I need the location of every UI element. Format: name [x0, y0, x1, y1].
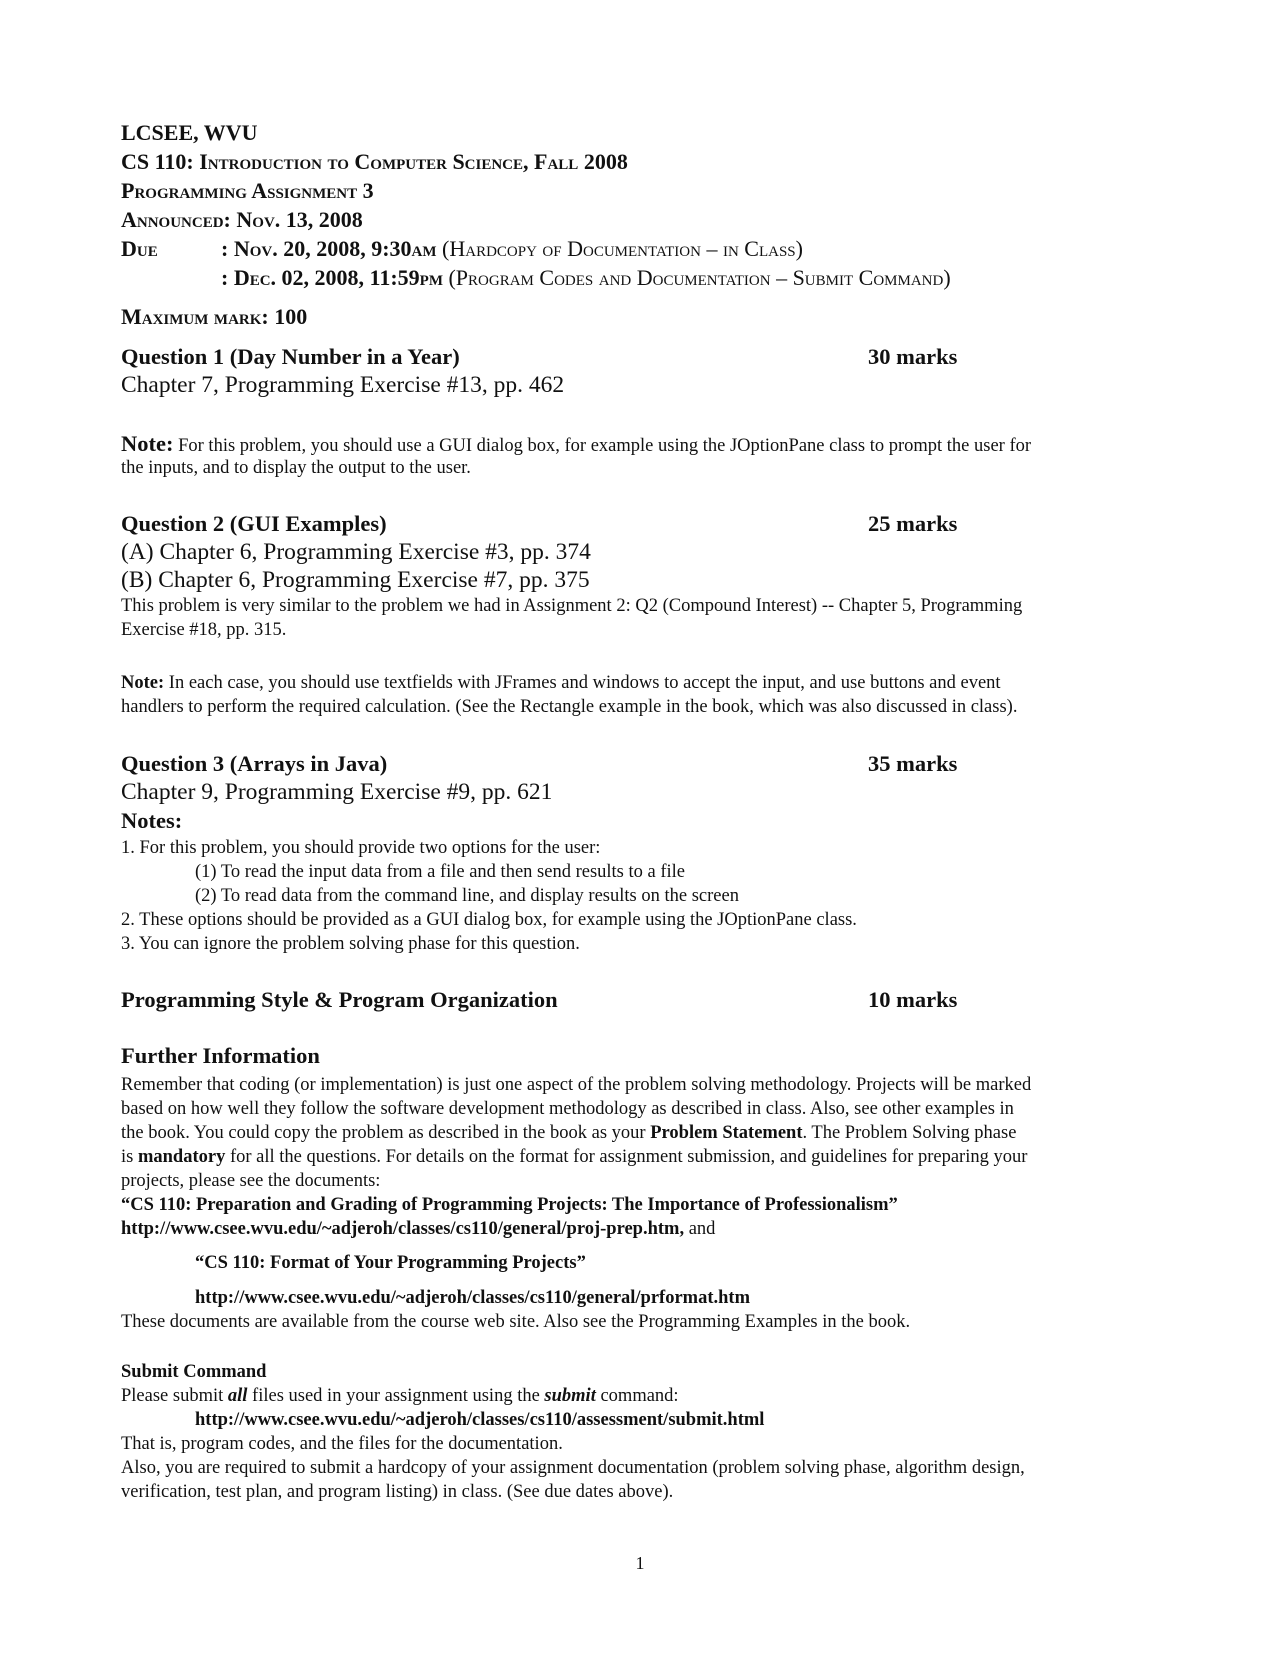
- q1-marks: 30 marks: [868, 344, 958, 369]
- q2-similar-line-2: Exercise #18, pp. 315.: [121, 620, 287, 640]
- due-heading-1: [121, 236, 803, 262]
- max-mark-value: 100: [274, 304, 308, 329]
- q2-similar-line-1: This problem is very similar to the problem we had in Assignment 2: Q2 (Compound Interest) -- Chapter 5, Programming: [121, 596, 1023, 616]
- q2-note-text-1: In each case, you should use textfields with JFrames and windows to accept the input, and use buttons and event: [168, 673, 1001, 693]
- announced-date: Nov. 13, 2008: [236, 207, 363, 232]
- further-line-3c: . The Problem Solving phase: [802, 1123, 1017, 1143]
- assignment-heading: [121, 178, 374, 204]
- q2-note-line-1: [121, 673, 1001, 694]
- q2-note-label: Note:: [121, 673, 165, 693]
- further-line-4: [121, 1147, 1027, 1168]
- doc2-url[interactable]: http://www.csee.wvu.edu/~adjeroh/classes/cs110/general/prformat.htm: [195, 1288, 750, 1308]
- assignment-label: Programming Assignment: [121, 178, 358, 203]
- submit-line-2: That is, program codes, and the files for the documentation.: [121, 1434, 563, 1454]
- further-line-2: based on how well they follow the software development methodology as described in class. Also, see other examples in: [121, 1099, 1014, 1119]
- q3-marks: 35 marks: [868, 751, 958, 776]
- max-mark-label: Maximum mark:: [121, 304, 269, 329]
- mandatory-term: mandatory: [137, 1147, 226, 1167]
- q3-note-1a: (1) To read the input data from a file and then send results to a file: [195, 862, 685, 882]
- q1-note-text-1: For this problem, you should use a GUI dialog box, for example using the JOptionPane class to prompt the user for: [178, 436, 1032, 456]
- announced-heading: [121, 207, 363, 233]
- due-date-1: : Nov. 20, 2008, 9:30am: [221, 236, 437, 261]
- page-number: 1: [635, 1553, 645, 1573]
- doc1-title: “CS 110: Preparation and Grading of Programming Projects: The Importance of Professionalism”: [121, 1195, 898, 1215]
- q1-note-line-1: [121, 431, 1031, 457]
- submit-line-3: Also, you are required to submit a hardcopy of your assignment documentation (problem solving phase, algorithm design,: [121, 1458, 1025, 1478]
- q3-note-1: 1. For this problem, you should provide two options for the user:: [121, 838, 601, 858]
- due-label: Due: [121, 236, 158, 261]
- max-mark-heading: [121, 304, 307, 330]
- q1-reference: Chapter 7, Programming Exercise #13, pp. 462: [121, 372, 565, 398]
- further-title: Further Information: [121, 1043, 320, 1068]
- announced-label: Announced:: [121, 207, 231, 232]
- q2-title: Question 2 (GUI Examples): [121, 511, 387, 536]
- q2-reference-a: (A) Chapter 6, Programming Exercise #3, pp. 374: [121, 539, 591, 565]
- due-heading-2: [221, 265, 951, 291]
- further-line-3a: the book. You could copy the problem as described in the book as your: [121, 1123, 646, 1143]
- due-desc-2: (Program Codes and Documentation – Submit Command): [448, 265, 951, 290]
- q2-reference-b: (B) Chapter 6, Programming Exercise #7, pp. 375: [121, 567, 590, 593]
- doc1-url-line: [121, 1219, 715, 1240]
- doc1-url[interactable]: http://www.csee.wvu.edu/~adjeroh/classes/cs110/general/proj-prep.htm,: [121, 1219, 685, 1239]
- q3-note-3: 3. You can ignore the problem solving phase for this question.: [121, 934, 580, 954]
- q3-note-1b: (2) To read data from the command line, and display results on the screen: [195, 886, 739, 906]
- submit-line-1e: command:: [600, 1386, 679, 1406]
- submit-title: Submit Command: [121, 1362, 267, 1382]
- due-date-2: : Dec. 02, 2008, 11:59pm: [221, 265, 443, 290]
- problem-statement-term: Problem Statement: [650, 1123, 803, 1143]
- further-line-5: projects, please see the documents:: [121, 1171, 381, 1191]
- style-marks: 10 marks: [868, 987, 958, 1012]
- style-title: Programming Style & Program Organization: [121, 987, 558, 1012]
- q3-title: Question 3 (Arrays in Java): [121, 751, 388, 776]
- all-term: all: [227, 1386, 248, 1406]
- further-line-4a: is: [121, 1147, 134, 1167]
- course-code: CS 110:: [121, 149, 194, 174]
- further-line-1: Remember that coding (or implementation) is just one aspect of the problem solving methodology. Projects will be marked: [121, 1075, 1032, 1095]
- q2-marks: 25 marks: [868, 511, 958, 536]
- course-heading: [121, 149, 628, 175]
- q1-note-line-2: the inputs, and to display the output to the user.: [121, 458, 471, 478]
- submit-term: submit: [544, 1386, 596, 1406]
- course-title: Introduction to Computer Science, Fall: [199, 149, 579, 174]
- further-line-4c: for all the questions. For details on the format for assignment submission, and guidelines for preparing your: [229, 1147, 1028, 1167]
- doc1-and: and: [688, 1219, 716, 1239]
- submit-line-1: [121, 1386, 679, 1407]
- q3-reference: Chapter 9, Programming Exercise #9, pp. 621: [121, 779, 553, 805]
- q1-note-label: Note:: [121, 431, 174, 456]
- submit-line-1c: files used in your assignment using the: [252, 1386, 540, 1406]
- dept-heading: LCSEE, WVU: [121, 120, 258, 145]
- due-desc-1: (Hardcopy of Documentation – in Class): [442, 236, 803, 261]
- assignment-number: 3: [362, 178, 374, 203]
- submit-line-4: verification, test plan, and program listing) in class. (See due dates above).: [121, 1482, 674, 1502]
- doc2-title: “CS 110: Format of Your Programming Projects”: [195, 1253, 586, 1273]
- q3-notes-label: Notes:: [121, 808, 183, 833]
- submit-url[interactable]: http://www.csee.wvu.edu/~adjeroh/classes/cs110/assessment/submit.html: [195, 1410, 765, 1430]
- q3-note-2: 2. These options should be provided as a GUI dialog box, for example using the JOptionPane class.: [121, 910, 857, 930]
- further-line-3: [121, 1123, 1016, 1144]
- q1-title: Question 1 (Day Number in a Year): [121, 344, 460, 369]
- course-year: 2008: [583, 149, 628, 174]
- q2-note-line-2: handlers to perform the required calculation. (See the Rectangle example in the book, which was also discussed in class).: [121, 697, 1018, 717]
- submit-line-1a: Please submit: [121, 1386, 224, 1406]
- docs-available: These documents are available from the course web site. Also see the Programming Examples in the book.: [121, 1312, 911, 1332]
